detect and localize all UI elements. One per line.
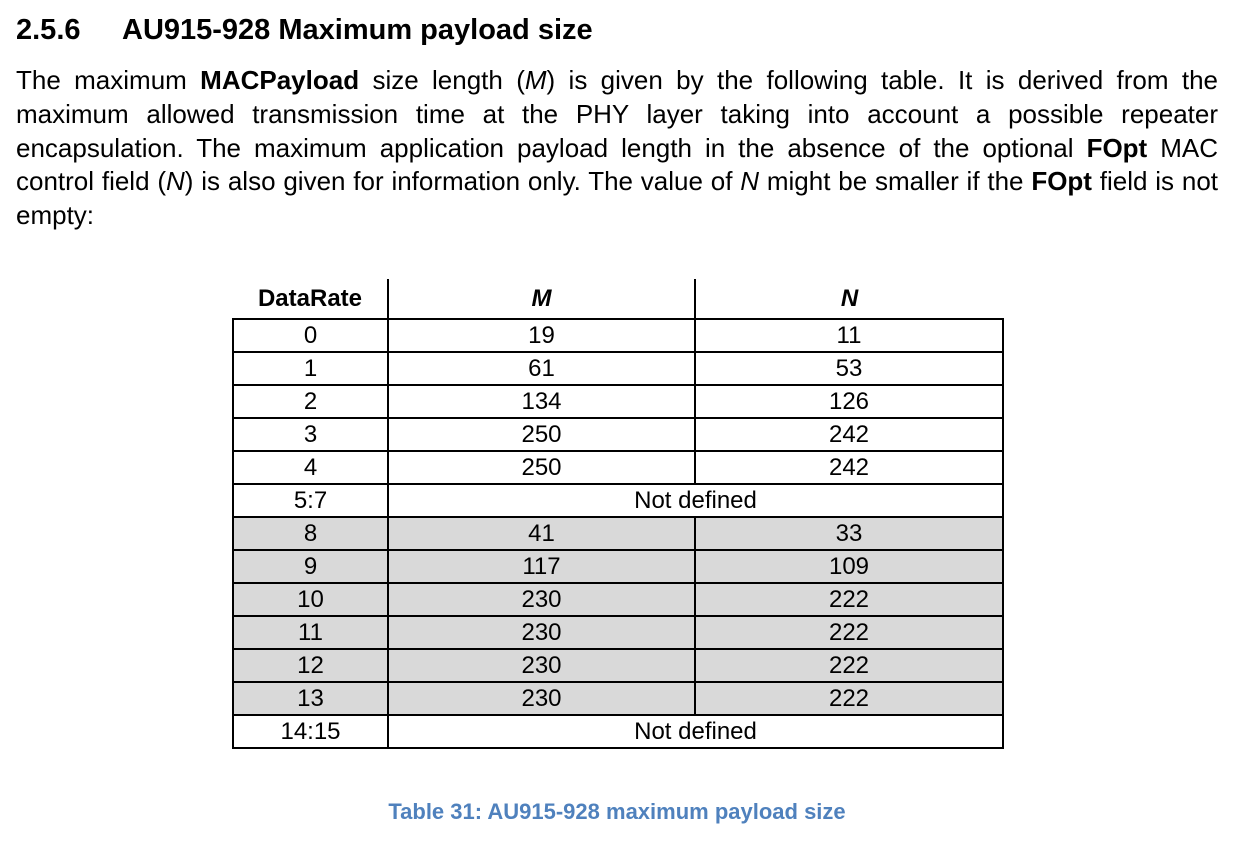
cell-m: 117 [388, 550, 695, 583]
cell-datarate: 1 [233, 352, 388, 385]
cell-n: 222 [695, 616, 1003, 649]
cell-n: 109 [695, 550, 1003, 583]
cell-datarate: 11 [233, 616, 388, 649]
cell-datarate: 13 [233, 682, 388, 715]
cell-m: 41 [388, 517, 695, 550]
cell-n: 33 [695, 517, 1003, 550]
header-m: M [388, 279, 695, 319]
cell-n: 53 [695, 352, 1003, 385]
cell-m: 19 [388, 319, 695, 352]
cell-n: 222 [695, 682, 1003, 715]
table-row [233, 550, 1003, 583]
table-row [233, 451, 1003, 484]
table-header-row [233, 279, 1003, 319]
cell-datarate: 4 [233, 451, 388, 484]
cell-datarate: 0 [233, 319, 388, 352]
cell-datarate: 5:7 [233, 484, 388, 517]
cell-datarate: 8 [233, 517, 388, 550]
cell-n: 242 [695, 451, 1003, 484]
symbol-m: M [524, 65, 547, 95]
term-fopt: FOpt [1031, 166, 1092, 197]
section-number: 2.5.6 [16, 14, 81, 46]
table-row [233, 352, 1003, 385]
table-row [233, 649, 1003, 682]
table-row [233, 385, 1003, 418]
table-row [233, 319, 1003, 352]
cell-m: 230 [388, 616, 695, 649]
cell-not-defined: Not defined [388, 484, 1003, 517]
table-row [233, 682, 1003, 715]
text-run: The maximum [16, 65, 201, 95]
text-run: size length ( [359, 65, 525, 95]
cell-datarate: 3 [233, 418, 388, 451]
symbol-n: N [166, 166, 185, 197]
cell-n: 11 [695, 319, 1003, 352]
cell-n: 222 [695, 649, 1003, 682]
text-run: might be smaller if the [759, 166, 1032, 197]
table-body [233, 319, 1003, 748]
cell-m: 230 [388, 682, 695, 715]
cell-m: 230 [388, 583, 695, 616]
table-row [233, 616, 1003, 649]
cell-n: 126 [695, 385, 1003, 418]
cell-n: 222 [695, 583, 1003, 616]
table-row [233, 484, 1003, 517]
text-run: ) is given by the following table. It is derived from the maximum allowed transmission time at the PHY layer taking into account a possible repeater encapsulation. The maximum application payload length in the absence of the optional [16, 65, 1218, 163]
description-paragraph [16, 64, 1218, 233]
cell-datarate: 12 [233, 649, 388, 682]
cell-datarate: 2 [233, 385, 388, 418]
term-fopt: FOpt [1086, 132, 1148, 163]
table-caption: Table 31: AU915-928 maximum payload size [388, 799, 846, 824]
cell-m: 250 [388, 451, 695, 484]
cell-not-defined: Not defined [388, 715, 1003, 748]
text-run: MAC control field ( [16, 132, 1218, 197]
header-datarate: DataRate [257, 284, 363, 312]
section-heading [16, 12, 593, 48]
section-title: AU915-928 Maximum payload size [122, 14, 593, 46]
cell-datarate: 10 [233, 583, 388, 616]
payload-size-table [232, 279, 1004, 749]
cell-m: 134 [388, 385, 695, 418]
table-row [233, 715, 1003, 748]
table-row [233, 517, 1003, 550]
cell-m: 250 [388, 418, 695, 451]
cell-m: 230 [388, 649, 695, 682]
term-macpayload: MACPayload [200, 65, 360, 95]
cell-m: 61 [388, 352, 695, 385]
cell-datarate: 9 [233, 550, 388, 583]
symbol-n: N [740, 166, 760, 197]
text-run: ) is also given for information only. The value of [184, 166, 741, 197]
text-run: field is not empty: [16, 166, 1218, 231]
cell-datarate: 14:15 [233, 715, 388, 748]
table-row [233, 418, 1003, 451]
header-n: N [695, 279, 1003, 319]
cell-n: 242 [695, 418, 1003, 451]
table-row [233, 583, 1003, 616]
